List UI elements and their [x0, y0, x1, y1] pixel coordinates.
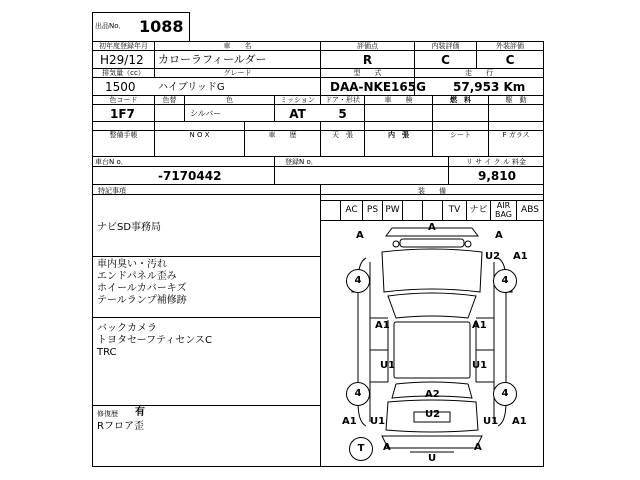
damage-bottom-t: T [349, 437, 373, 461]
damage-bottom-a-right: A [474, 442, 482, 453]
fuel-label: 燃 料 [450, 96, 471, 104]
chassis-no-label: 車台N o． [95, 158, 128, 166]
damage-rear-r-u1: U1 [483, 416, 499, 427]
color-change-label: 色替 [162, 96, 177, 104]
damage-rear-u2: U2 [425, 409, 441, 420]
recycle-label: リ サ イ ク ル 料金 [465, 158, 527, 166]
interior-score-value: C [441, 53, 450, 67]
equip-tv: TV [448, 205, 461, 215]
history-label: 車 歴 [268, 131, 297, 139]
score-value: R [362, 53, 373, 67]
color-label: 色 [226, 96, 233, 104]
damage-side-r-u1: U1 [472, 360, 488, 371]
front-grille [400, 239, 464, 247]
lot-label: 出品No． [95, 22, 126, 30]
grade-value: ハイブリッドG [158, 82, 225, 93]
exterior-score-label: 外装評価 [496, 42, 524, 50]
chassis-no-value: -7170442 [158, 169, 222, 183]
equip-pw: PW [385, 205, 400, 215]
car-name-value: カローラフィールダー [158, 53, 267, 66]
car-diagram [322, 222, 542, 465]
damage-top-center: A [428, 222, 436, 233]
lot-box [92, 12, 190, 42]
drive-label: 駆 動 [505, 96, 527, 104]
damage-wheel-rr: 4 [493, 382, 517, 406]
damage-rear-r-a1: A1 [512, 416, 527, 427]
damage-side-l-a1: A1 [375, 320, 390, 331]
damage-wheel-fl: 4 [346, 269, 370, 293]
first-reg-value: H29/12 [100, 53, 144, 67]
damage-rear-l-a1: A1 [342, 416, 357, 427]
mileage-value: 57,953 Km [453, 80, 526, 94]
color-value: シルバー [190, 109, 222, 118]
notes-block-3: バックカメラ トヨタセーフティセンスC TRC [97, 323, 212, 358]
equip-airbag: AIR BAG [494, 201, 513, 219]
equipment-label: 装 備 [418, 187, 446, 195]
damage-wheel-rl: 4 [346, 382, 370, 406]
transmission-value: AT [289, 107, 306, 121]
seat-label: シート [450, 131, 471, 139]
damage-rear-l-u1: U1 [370, 416, 386, 427]
car-name-label: 車 名 [223, 42, 252, 50]
equip-abs: ABS [521, 205, 539, 215]
equip-ps: PS [366, 205, 379, 215]
damage-side-r-a1: A1 [472, 320, 487, 331]
mileage-label: 走 行 [465, 69, 493, 77]
damage-rear-a2: A2 [425, 389, 440, 400]
notes-label: 特記事項 [98, 187, 126, 195]
grade-label: グレード [223, 69, 252, 77]
equip-navi: ナビ [469, 205, 488, 215]
damage-top-right-u2: U2 [485, 251, 501, 262]
rear-bumper-outline [382, 436, 482, 448]
color-code-label: 色コード [109, 96, 138, 104]
model-value: DAA-NKE165G [330, 80, 426, 94]
recycle-value: 9,810 [478, 169, 516, 183]
damage-wheel-fr: 4 [493, 269, 517, 293]
sunroof-label: 天 張 [332, 131, 353, 139]
notes-block-1: ナビSD事務局 [97, 222, 162, 233]
doors-label: ドア・形状 [325, 96, 360, 104]
transmission-label: ミッション [280, 96, 315, 104]
score-label: 評価点 [357, 42, 378, 50]
model-label: 型 式 [353, 69, 382, 77]
reg-no-label: 登録N o． [285, 158, 318, 166]
lot-number: 1088 [139, 17, 184, 36]
damage-bottom-u: U [428, 453, 437, 464]
f-glass-label: F ガラス [502, 131, 530, 139]
repair-history-value: 有 [135, 407, 145, 418]
repair-note: Rフロア歪 [97, 421, 144, 432]
damage-top-right: A [495, 230, 503, 241]
notes-block-2: 車内臭い・汚れ エンドパネル歪み ホイールカバーキズ テールランプ補修跡 [97, 259, 187, 306]
damage-top-left: A [356, 230, 364, 241]
color-code-value: 1F7 [110, 107, 135, 121]
exterior-score-value: C [505, 53, 515, 67]
interior-trim-label: 内 張 [388, 131, 409, 139]
inspection-label: 車 検 [384, 96, 413, 104]
damage-side-l-u1: U1 [380, 360, 396, 371]
repair-history-label: 修復歴 [97, 410, 118, 418]
doors-value: 5 [338, 107, 347, 121]
roof-outline [394, 322, 470, 378]
displacement-label: 排気量（cc） [102, 69, 145, 77]
first-reg-label: 初年度登録年月 [99, 42, 148, 50]
maintenance-label: 整備手帳 [109, 131, 138, 139]
displacement-value: 1500 [105, 80, 136, 94]
equip-ac: AC [345, 205, 358, 215]
damage-top-right-a1: A1 [513, 251, 528, 262]
interior-score-label: 内装評価 [431, 42, 460, 50]
hood-outline [382, 249, 482, 292]
damage-bottom-a-left: A [383, 442, 391, 453]
nox-label: N O X [189, 131, 210, 139]
windshield [388, 293, 476, 318]
